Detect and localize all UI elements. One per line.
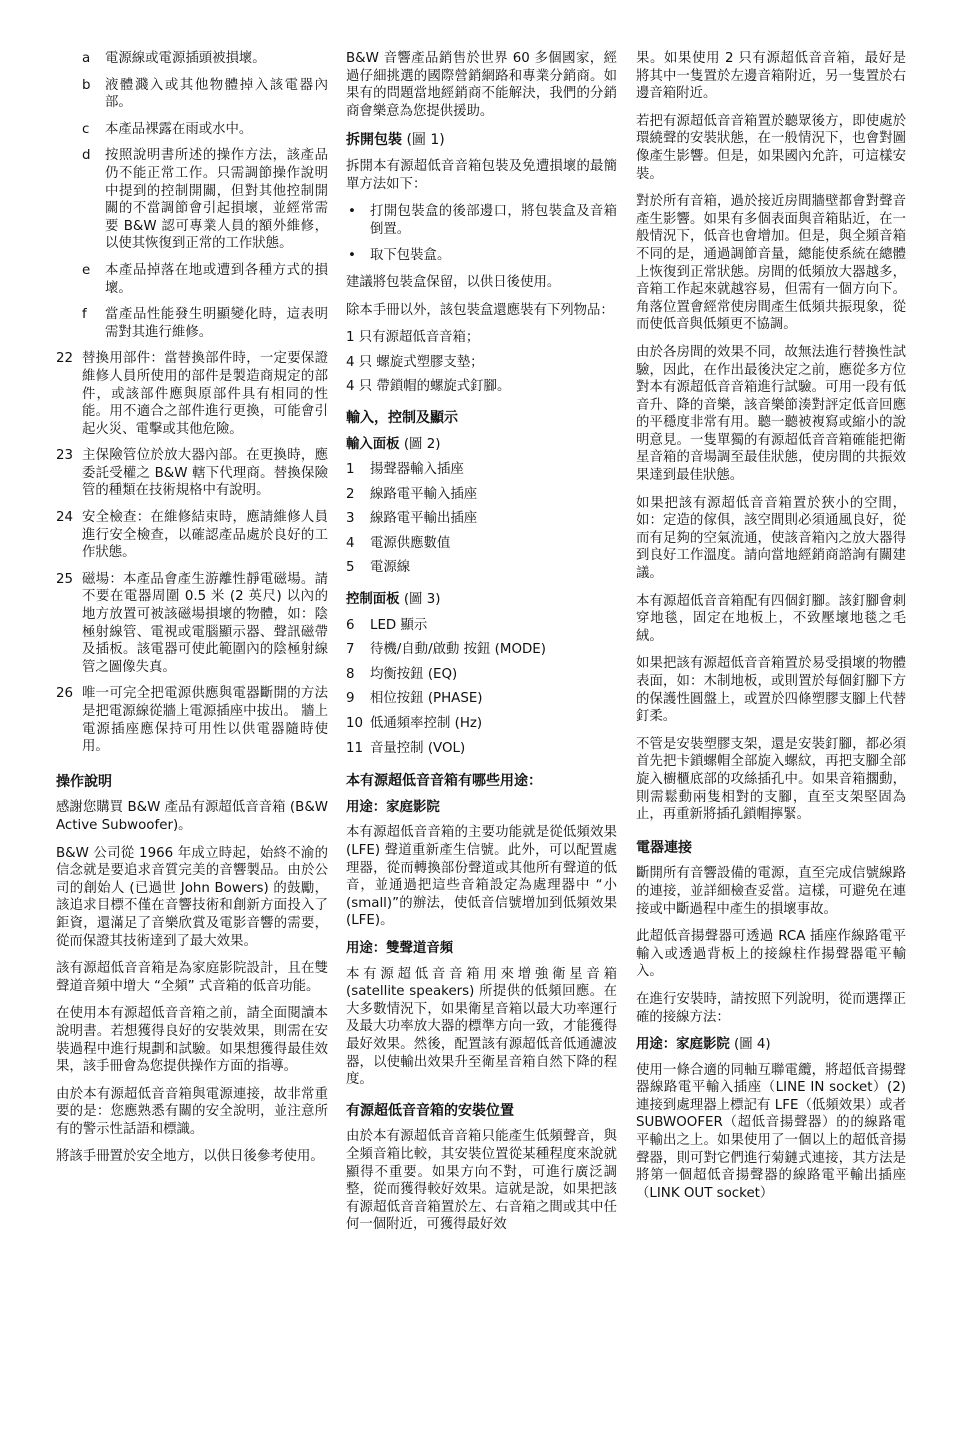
subheading-input-panel: 輸入面板 (圖 2) <box>346 436 441 452</box>
paragraph: 果。如果使用 2 只有源超低音音箱，最好是將其中一隻置於左邊音箱附近，另一隻置於右邊音箱附近。 <box>636 51 906 102</box>
list-item-f: f 當產品性能發生明顯變化時，這表明需對其進行維修。 <box>82 307 328 340</box>
heading-io: 輸入，控制及顯示 <box>346 409 458 426</box>
list-item-c: c 本產品裸露在雨或水中。 <box>82 121 253 137</box>
subheading-stereo: 用途：雙聲道音頻 <box>346 940 454 956</box>
input-item: 4 電源供應數值 <box>346 535 451 551</box>
list-item-e: e 本產品掉落在地或遭到各種方式的損壞。 <box>82 262 328 296</box>
paragraph: 感謝您購買 B&W 產品有源超低音音箱 (B&W Active Subwoofer)。 <box>56 800 328 833</box>
paragraph: 將該手冊置於安全地方，以供日後參考使用。 <box>56 1149 324 1165</box>
subheading-home-theatre: 用途：家庭影院 <box>346 799 440 815</box>
list-item-d: d 按照說明書所述的操作方法，該產品仍不能正常工作。只需調節操作說明中提到的控制開關，但對其他控制開關的不當調節會引起損壞，並經常需要 B&W 認可專業人員的額外維修，以使其恢復到正常的工作狀態。 <box>82 148 328 252</box>
contents-item: 1 只有源超低音音箱； <box>346 330 480 346</box>
control-item: 7 待機/自動/啟動 按鈕 (MODE) <box>346 642 546 658</box>
paragraph: B&W 音響產品銷售於世界 60 多個國家，經過仔細挑選的國際營銷網路和專業分銷商。如果有的問題當地經銷商不能解決，我們的分銷商會樂意為您提供援助。 <box>346 51 617 119</box>
paragraph: 斷開所有音響設備的電源，直至完成信號線路的連接，並詳細檢查妥當。這樣，可避免在連接或中斷過程中產生的損壞事故。 <box>636 866 906 917</box>
heading-placement: 有源超低音音箱的安裝位置 <box>346 1102 514 1119</box>
paragraph: 若把有源超低音音箱置於聽眾後方，即使處於環繞聲的安裝狀態，在一般情況下，也會對圖像產生影響。但是，如果國內允許，可這樣安裝。 <box>636 113 906 182</box>
safety-item-24: 24 安全檢查：在維修結束時，應請維修人員進行安全檢查，以確認產品處於良好的工作狀態。 <box>56 510 328 561</box>
input-item: 1 揚聲器輸入插座 <box>346 462 464 478</box>
paragraph: 在使用本有源超低音音箱之前，請全面閱讀本說明書。若想獲得良好的安裝效果，則需在安裝過程中進行規劃和試驗。如果想獲得最佳效果，該手冊會為您提供操作方面的指導。 <box>56 1006 328 1075</box>
control-item: 11 音量控制 (VOL) <box>346 740 466 756</box>
input-item: 2 線路電平輸入插座 <box>346 486 478 502</box>
paragraph: 如果把該有源超低音音箱置於狹小的空間，如：定造的傢俱，該空間則必須通風良好，從而有足夠的空氣流通，使該音箱內之放大器得到良好工作溫度。請向當地經銷商諮詢有關建議。 <box>636 495 906 582</box>
column-1 <box>56 50 328 1176</box>
paragraph: 由於各房間的效果不同，故無法進行替換性試驗，因此，在作出最後決定之前，應從多方位對本有源超低音音箱進行試驗。可用一段有低音升、降的音樂，該音樂節湊對評定低音回應的平穩度非常有用。聽一聽被複寫或縮小的說明意見。一隻單獨的有源超低音音箱確能把衛星音箱的音場調至最佳狀態，使房間的共振效果達到最佳狀態。 <box>636 344 906 484</box>
paragraph: 在進行安裝時，請按照下列說明，從而選擇正確的接線方法： <box>636 991 906 1025</box>
input-item: 3 線路電平輸出插座 <box>346 511 478 527</box>
paragraph: 本有源超低音音箱用來增強衛星音箱 (satellite speakers) 所提供的低頻回應。在大多數情況下，如果衛星音箱以最大功率運行及最大功率放大器的標準方向一致，才能獲得最好效果。然後，配置該有源超低音低通濾波器，以使輸出效果升至衛星音箱自然下降的程度。 <box>346 966 617 1088</box>
column-3 <box>636 50 906 1212</box>
heading-uses: 本有源超低音音箱有哪些用途： <box>346 773 542 790</box>
control-item: 9 相位按鈕 (PHASE) <box>346 691 483 707</box>
bullet-item: • 取下包裝盒。 <box>348 248 451 264</box>
safety-item-23: 23 主保險管位於放大器內部。在更換時，應委託受權之 B&W 轄下代理商。替換保險管的種類在技術規格中有說明。 <box>56 448 328 499</box>
paragraph: 該有源超低音音箱是為家庭影院設計，且在雙聲道音頻中增大 “全頻” 式音箱的低音功能。 <box>56 961 328 994</box>
paragraph: 本有源超低音音箱配有四個釘腳。該釘腳會刺穿地毯，固定在地板上，不致壓壞地毯之毛絨。 <box>636 593 906 644</box>
paragraph: 對於所有音箱，過於接近房間牆壁都會對聲音產生影響。如果有多個表面與音箱貼近，在一般情況下，低音也會增加。但是，與全頻音箱不同的是，通過調節音量，總能使系統在總體上恢復到正常狀態。房間的低頻放大器越多，音箱工作起來就越容易，但需有一個方向下。角落位置會經常使房間產生低頻共振現象，從而使低音與低頻更不協調。 <box>636 194 906 333</box>
paragraph: B&W 公司從 1966 年成立時起，始終不渝的信念就是要追求音質完美的音響製品。由於公司的創始人 (已過世 John Bowers) 的鼓勵，該追求目標不僅在音響技術和創新方面投入了鉅資，還滿足了音樂欣賞及電影音響的需要，從而保證其技術達到了最大效果。 <box>56 845 328 949</box>
paragraph: 由於本有源超低音音箱與電源連接，故非常重要的是：您應熟悉有關的安全說明，並注意所有的警示性話語和標識。 <box>56 1086 328 1137</box>
paragraph: 使用一條合適的同軸互聯電纜，將超低音揚聲器線路電平輸入插座（LINE IN socket）(2) 連接到處理器上標記有 LFE（低頻效果）或者 SUBWOOFER（超低音揚聲器）的的線路電平輸出之上。如果使用了一個以上的超低音揚聲器，則可對它們進行菊鏈式連接，其方法是將第一個超低音揚聲器的線路電平輸出插座（LINK OUT socket） <box>636 1062 906 1201</box>
subheading-home-theatre-connect: 用途：家庭影院 (圖 4) <box>636 1037 771 1053</box>
list-item-a: a 電源線或電源插頭被損壞。 <box>82 51 266 66</box>
control-item: 6 LED 顯示 <box>346 617 428 633</box>
control-item: 8 均衡按鈕 (EQ) <box>346 666 458 682</box>
subheading-control-panel: 控制面板 (圖 3) <box>346 592 441 608</box>
safety-item-22: 22 替換用部件：當替換部件時，一定要保證維修人員所使用的部件是製造商規定的部件，或該部件應與原部件具有相同的性能。用不適合之部件進行更換，可能會引起火災、電擊或其他危險。 <box>56 351 328 437</box>
input-item: 5 電源線 <box>346 560 411 576</box>
paragraph: 如果把該有源超低音音箱置於易受損壞的物體表面，如：木制地板，或則置於每個釘腳下方的保護性圓盤上，或置於四條塑膠支腳上代替釘柔。 <box>636 656 906 725</box>
bullet-item: • 打開包裝盒的後部邊口，將包裝盒及音箱倒置。 <box>348 204 617 237</box>
heading-operation: 操作說明 <box>56 773 112 790</box>
paragraph: 除本手冊以外，該包裝盒還應裝有下列物品： <box>346 302 614 318</box>
paragraph: 此超低音揚聲器可透過 RCA 插座作線路電平輸入或透過背板上的接線柱作揚聲器電平輸入。 <box>636 929 906 980</box>
paragraph: 由於本有源超低音音箱只能產生低頻聲音，與全頻音箱比較，其安裝位置從某種程度來說就顯得不重要。如果方向不對，可進行廣泛調整，從而獲得較好效果。這就是說，如果把該有源超低音音箱置於左、右音箱之間或其中任何一個附近，可獲得最好效 <box>346 1129 617 1233</box>
heading-connection: 電器連接 <box>636 839 692 856</box>
control-item: 10 低通頻率控制 (Hz) <box>346 716 483 732</box>
paragraph: 本有源超低音音箱的主要功能就是從低頻效果 (LFE) 聲道重新產生信號。此外，可以配置處理器，從而轉換部份聲道或其他所有聲道的低音，並通過把這些音箱設定為處理器中 “小 (small)”的辦法，使低音信號增加到低頻效果 (LFE)。 <box>346 825 617 929</box>
heading-unpacking: 拆開包裝 (圖 1) <box>346 132 445 149</box>
column-2 <box>346 50 617 1244</box>
contents-item: 4 只 螺旋式塑膠支墊； <box>346 354 484 370</box>
paragraph: 不管是安裝塑膠支架，還是安裝釘腳，都必須首先把卡鎖螺帽全部旋入螺紋，再把支腳全部旋入櫥櫃底部的攻絲插孔中。如果音箱擱動，則需鬆動兩隻相對的支腳，直至支架堅固為止，再重新將插孔鎖帽擰緊。 <box>636 736 906 823</box>
contents-item: 4 只 帶鎖帽的螺旋式釘腳。 <box>346 379 511 395</box>
safety-item-26: 26 唯一可完全把電源供應與電器斷開的方法是把電源線從牆上電源插座中拔出。 牆上電源插座應保持可用性以供電器隨時使用。 <box>56 686 328 755</box>
paragraph: 建議將包裝盒保留，以供日後使用。 <box>346 274 561 290</box>
safety-item-25: 25 磁場：本產品會產生游離性靜電磁場。請不要在電器周圍 0.5 米 (2 英尺) 以內的地方放置可被該磁場損壞的物體，如：陰極射線管、電視或電腦顯示器、聲訊磁帶及插板。該電器可使此範圍內的陰極射線管之圖像失真。 <box>56 571 328 675</box>
paragraph: 拆開本有源超低音音箱包裝及免遭損壞的最簡單方法如下： <box>346 158 617 192</box>
list-item-b: b 液體濺入或其他物體掉入該電器內部。 <box>82 77 328 111</box>
